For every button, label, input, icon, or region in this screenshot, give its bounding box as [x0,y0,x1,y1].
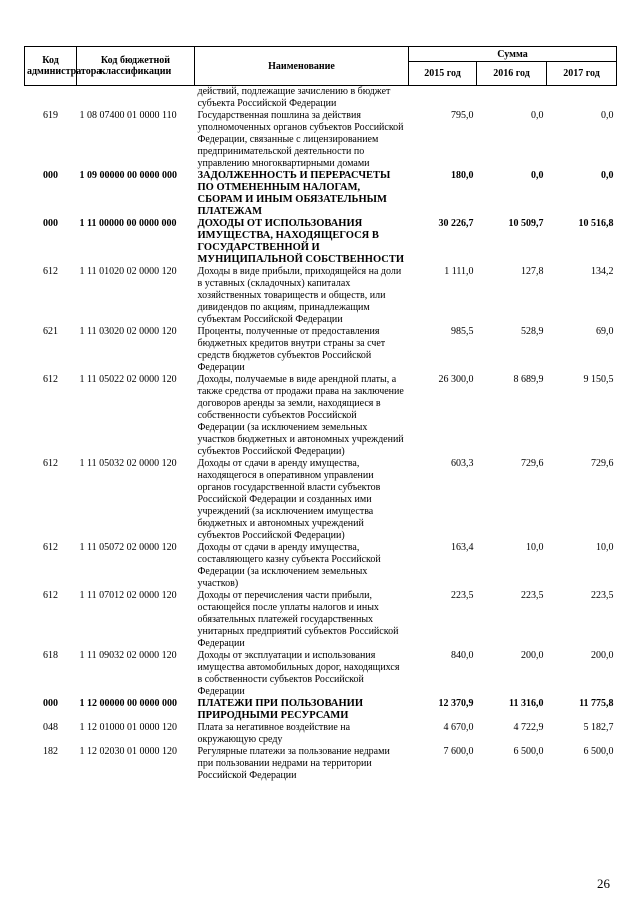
cell-sum-2015: 603,3 [451,458,474,469]
header-year-2017: 2017 год [547,62,617,86]
cell-classification-code: 1 08 07400 01 0000 110 [79,110,177,121]
cell-classification-code: 1 11 00000 00 0000 000 [79,218,177,229]
cell-classification-code: 1 12 02030 01 0000 120 [79,746,177,757]
cell-classification-code: 1 09 00000 00 0000 000 [79,170,177,181]
header-admin-code: Код администратора [25,47,77,86]
cell-admin-code: 000 [43,218,58,229]
cell-admin-code: 000 [43,698,58,709]
cell-sum-2017: 729,6 [591,458,614,469]
table-row [25,110,617,170]
cell-classification-code: 1 11 05072 02 0000 120 [79,542,177,553]
table-row [25,326,617,374]
cell-sum-2015: 12 370,9 [438,698,474,709]
header-name: Наименование [195,47,409,86]
cell-sum-2017: 10 516,8 [578,218,614,229]
cell-name: Доходы от сдачи в аренду имущества, составляющего казну субъекта Российской Федерации (за исключением земельных участков) [197,542,381,589]
cell-classification-code: 1 12 00000 00 0000 000 [79,698,177,709]
cell-admin-code: 612 [43,374,58,385]
cell-name: Доходы от перечисления части прибыли, остающейся после уплаты налогов и иных обязательных платежей государственных унитарных предприятий субъектов Российской Федерации [197,590,399,649]
cell-admin-code [25,86,77,111]
cell-name: Доходы от эксплуатации и использования имущества автомобильных дорог, находящихся в собственности субъектов Российской Федерации [197,650,400,697]
cell-name: Доходы в виде прибыли, приходящейся на доли в уставных (складочных) капиталах хозяйственных товариществ и обществ, или дивидендов по акциям, принадлежащим субъектам Российской Федерации [197,266,402,325]
cell-sum-2015: 4 670,0 [443,722,474,733]
cell-name: Плата за негативное воздействие на окружающую среду [197,722,351,745]
cell-sum-2016: 6 500,0 [513,746,544,757]
cell-sum-2017: 69,0 [596,326,614,337]
header-year-2015: 2015 год [409,62,477,86]
cell-sum-2016: 11 316,0 [509,698,544,709]
cell-sum-2017: 9 150,5 [583,374,614,385]
cell-sum-2016: 8 689,9 [513,374,544,385]
cell-classification-code: 1 11 01020 02 0000 120 [79,266,177,277]
table-row [25,542,617,590]
header-budget-classification-code: Код бюджетной классификации [77,47,195,86]
cell-admin-code: 612 [43,542,58,553]
cell-name: ДОХОДЫ ОТ ИСПОЛЬЗОВАНИЯ ИМУЩЕСТВА, НАХОДЯЩЕГОСЯ В ГОСУДАРСТВЕННОЙ И МУНИЦИПАЛЬНОЙ СОБСТВЕННОСТИ [197,218,405,265]
cell-name: Доходы, получаемые в виде арендной платы, а также средства от продажи права на заключение договоров аренды за земли, находящиеся в собственности субъектов Российской Федерации (за исключением земельных участков бюджетных и автономных учреждений субъектов Российской Федерации) [197,374,404,457]
table-row [25,86,617,111]
cell-sum-2016: 223,5 [521,590,544,601]
cell-sum-2015: 7 600,0 [443,746,474,757]
cell-sum-2017: 134,2 [591,266,614,277]
cell-classification-code: 1 11 05022 02 0000 120 [79,374,177,385]
cell-sum-2016: 200,0 [521,650,544,661]
cell-sum-2017: 10,0 [596,542,614,553]
cell-admin-code: 621 [43,326,58,337]
table-row [25,722,617,746]
cell-admin-code: 619 [43,110,58,121]
budget-revenue-table [24,46,617,782]
cell-sum-2015: 30 226,7 [438,218,474,229]
cell-admin-code: 618 [43,650,58,661]
cell-sum-2016: 729,6 [521,458,544,469]
cell-classification-code: 1 11 09032 02 0000 120 [79,650,177,661]
cell-sum-2017: 0,0 [601,110,614,121]
table-row [25,374,617,458]
cell-sum-2015: 163,4 [451,542,474,553]
cell-classification-code: 1 11 07012 02 0000 120 [79,590,177,601]
table-row [25,218,617,266]
cell-sum-2015: 180,0 [451,170,474,181]
cell-sum-2015: 1 111,0 [444,266,474,277]
cell-sum-2017: 5 182,7 [583,722,614,733]
cell-admin-code: 612 [43,458,58,469]
table-body [25,86,617,783]
header-sum: Сумма [409,47,617,62]
cell-name: ПЛАТЕЖИ ПРИ ПОЛЬЗОВАНИИ ПРИРОДНЫМИ РЕСУРСАМИ [197,698,364,721]
table-row [25,458,617,542]
table-row [25,698,617,722]
cell-sum-2015: 840,0 [451,650,474,661]
header-year-2016: 2016 год [477,62,547,86]
table-header [25,47,617,86]
cell-sum-2017: 223,5 [591,590,614,601]
cell-sum-2015: 223,5 [451,590,474,601]
cell-classification-code: 1 11 03020 02 0000 120 [79,326,177,337]
page-number: 26 [597,876,610,891]
cell-name: действий, подлежащие зачислению в бюджет субъекта Российской Федерации [197,86,391,109]
table-row [25,746,617,782]
cell-sum-2016: 127,8 [521,266,544,277]
cell-sum-2016: 0,0 [531,110,544,121]
table-row [25,266,617,326]
cell-sum-2017 [547,86,617,111]
cell-name: Регулярные платежи за пользование недрами при пользовании недрами на территории Российской Федерации [197,746,390,781]
cell-sum-2015: 26 300,0 [438,374,474,385]
cell-admin-code: 182 [43,746,58,757]
cell-admin-code: 048 [43,722,58,733]
cell-sum-2016 [477,86,547,111]
cell-classification-code: 1 12 01000 01 0000 120 [79,722,177,733]
cell-sum-2016: 0,0 [531,170,544,181]
cell-classification-code [77,86,195,111]
cell-admin-code: 612 [43,590,58,601]
cell-admin-code: 612 [43,266,58,277]
cell-name: Доходы от сдачи в аренду имущества, находящегося в оперативном управлении органов государственной власти субъектов Российской Федерации и созданных ими учреждений (за исключением имущества бюджетных и автономных учреждений субъектов Российской Федерации) [197,458,381,541]
cell-sum-2016: 10,0 [526,542,544,553]
table-row [25,590,617,650]
cell-sum-2017: 200,0 [591,650,614,661]
cell-sum-2015: 985,5 [451,326,474,337]
cell-sum-2015: 795,0 [451,110,474,121]
cell-classification-code: 1 11 05032 02 0000 120 [79,458,177,469]
cell-sum-2017: 11 775,8 [579,698,614,709]
table-row [25,650,617,698]
cell-name: ЗАДОЛЖЕННОСТЬ И ПЕРЕРАСЧЕТЫ ПО ОТМЕНЕННЫМ НАЛОГАМ, СБОРАМ И ИНЫМ ОБЯЗАТЕЛЬНЫМ ПЛАТЕЖАМ [197,170,391,217]
cell-sum-2015 [409,86,477,111]
table-row [25,170,617,218]
cell-name: Проценты, полученные от предоставления бюджетных кредитов внутри страны за счет средств бюджетов субъектов Российской Федерации [197,326,386,373]
cell-name: Государственная пошлина за действия уполномоченных органов субъектов Российской Федерации, связанные с лицензированием предпринимательской деятельности по управлению многоквартирными домами [197,110,404,169]
cell-sum-2016: 528,9 [521,326,544,337]
cell-sum-2017: 6 500,0 [583,746,614,757]
cell-admin-code: 000 [43,170,58,181]
cell-sum-2017: 0,0 [601,170,614,181]
cell-sum-2016: 4 722,9 [513,722,544,733]
cell-sum-2016: 10 509,7 [508,218,544,229]
